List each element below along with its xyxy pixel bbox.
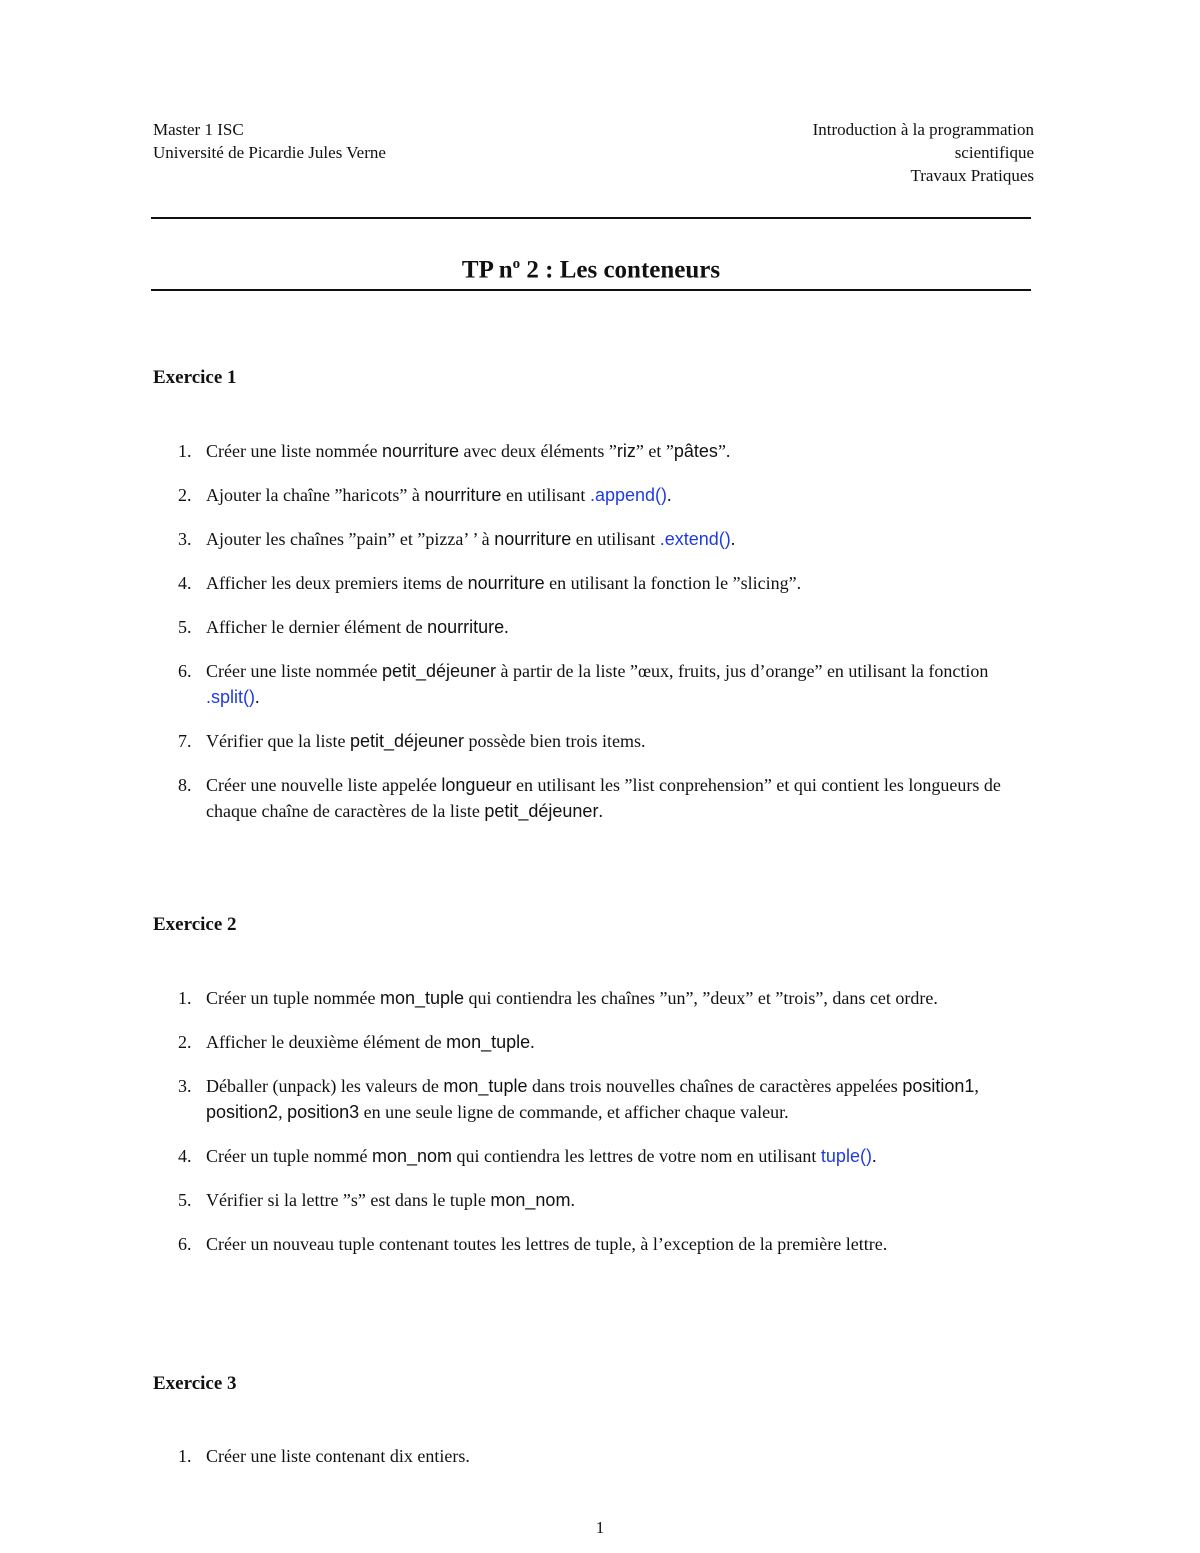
- list-item: 7. Vérifier que la liste petit_déjeuner possède bien trois items.: [178, 731, 646, 751]
- list-item: 3. Déballer (unpack) les valeurs de mon_tuple dans trois nouvelles chaînes de caractères appelées position1, position2, position3 en une seule ligne de commande, et afficher chaque valeur.: [178, 1076, 979, 1122]
- list-item: 1. Créer une liste nommée nourriture avec deux éléments ”riz” et ”pâtes”.: [178, 441, 731, 461]
- list-item: 3. Ajouter les chaînes ”pain” et ”pizza’ ’ à nourriture en utilisant .extend().: [178, 529, 736, 549]
- header-course-title-cont: scientifique: [954, 143, 1034, 162]
- page-title: TP $n^o$ 2 : Les conteneurs: [461, 256, 721, 284]
- exercise-2-title: Exercice 2: [153, 914, 237, 935]
- list-item: 1. Créer un tuple nommée mon_tuple qui contiendra les chaînes ”un”, ”deux” et ”trois”, dans cet ordre.: [178, 988, 938, 1008]
- list-item: 6. Créer un nouveau tuple contenant toutes les lettres de tuple, à l’exception de la première lettre.: [178, 1234, 888, 1254]
- title-rule-bottom: [151, 289, 1031, 291]
- header-left: [153, 118, 386, 164]
- header-course-level: Master 1 ISC: [153, 120, 244, 139]
- list-item: 5. Afficher le dernier élément de nourriture.: [178, 617, 509, 637]
- list-item: 6. Créer une liste nommée petit_déjeuner à partir de la liste ”œux, fruits, jus d’orange” en utilisant la fonction .split().: [178, 661, 989, 707]
- list-item: 8. Créer une nouvelle liste appelée longueur en utilisant les ”list conprehension” et qui contient les longueurs de chaque chaîne de caractères de la liste petit_déjeuner.: [178, 775, 1001, 821]
- exercise-1-list: [153, 438, 1033, 842]
- list-item: 4. Créer un tuple nommé mon_nom qui contiendra les lettres de votre nom en utilisant tuple().: [178, 1146, 877, 1166]
- list-item: 2. Ajouter la chaîne ”haricots” à nourriture en utilisant .append().: [178, 485, 672, 505]
- title-rule-top: [151, 217, 1031, 219]
- exercise-1-title: Exercice 1: [153, 367, 237, 388]
- header-tp-label: Travaux Pratiques: [910, 166, 1034, 185]
- list-item: 4. Afficher les deux premiers items de nourriture en utilisant la fonction le ”slicing”.: [178, 573, 802, 593]
- page-number: 1: [595, 1518, 605, 1537]
- header-university: Université de Picardie Jules Verne: [153, 143, 386, 162]
- list-item: 5. Vérifier si la lettre ”s” est dans le tuple mon_nom.: [178, 1190, 575, 1210]
- exercise-2-list: [153, 985, 1033, 1275]
- exercise-3-title: Exercice 3: [153, 1373, 237, 1394]
- header-course-title: Introduction à la programmation: [812, 120, 1034, 139]
- list-item: 1. Créer une liste contenant dix entiers.: [178, 1446, 470, 1466]
- header-right: [813, 118, 1034, 187]
- exercise-3-list: [153, 1443, 1033, 1487]
- list-item: 2. Afficher le deuxième élément de mon_tuple.: [178, 1032, 535, 1052]
